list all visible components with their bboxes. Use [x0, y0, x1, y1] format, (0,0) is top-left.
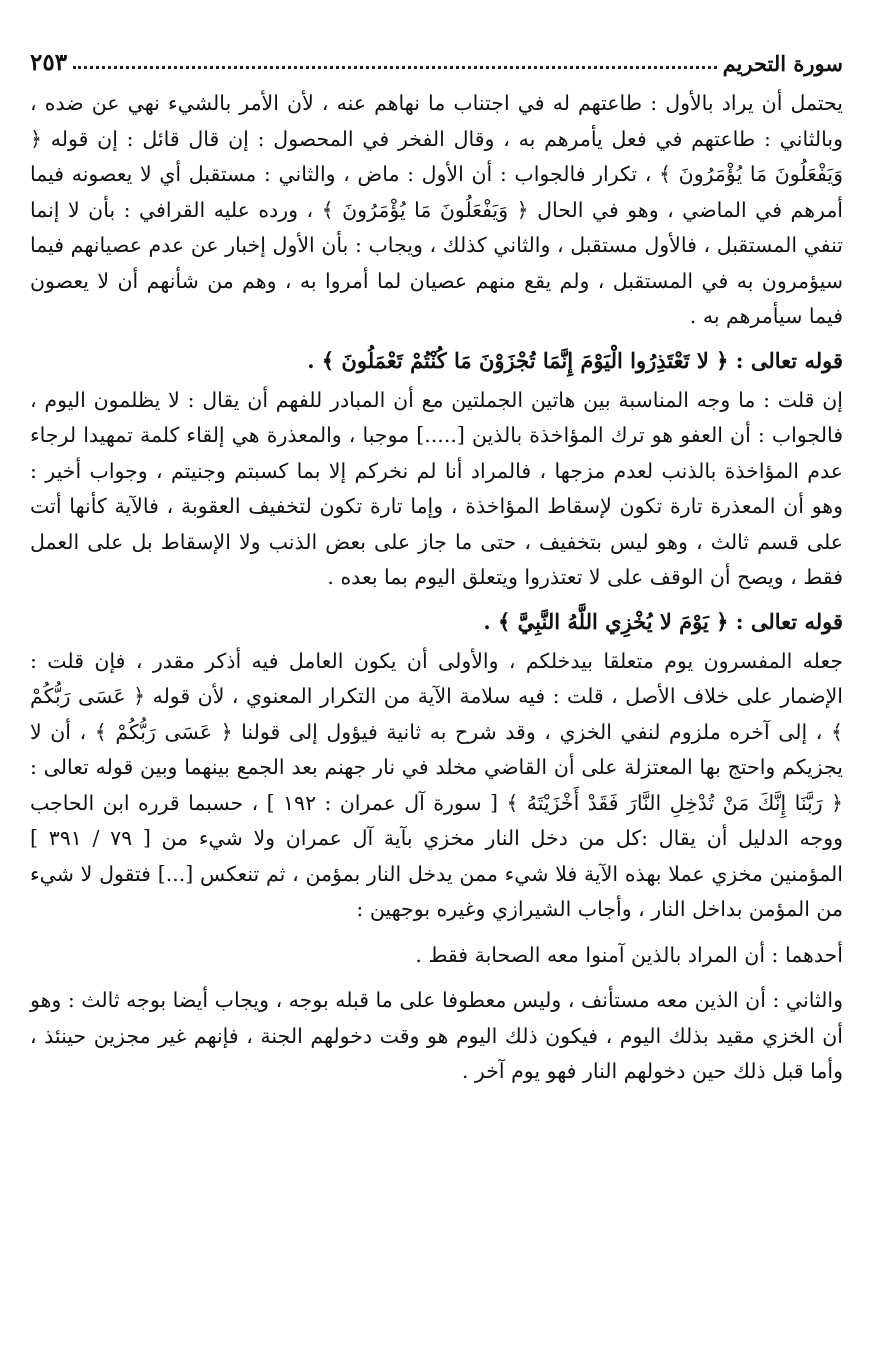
verse-heading-2 — [30, 604, 843, 640]
surah-title: سورة التحريم — [722, 51, 843, 76]
page-header — [30, 40, 843, 76]
paragraph-4: أحدهما : أن المراد بالذين آمنوا معه الصحابة فقط . — [415, 942, 843, 967]
verse-heading-2-text: ﴿ يَوْمَ لا يُخْزِي اللَّهُ النَّبِيَّ ﴾ . — [483, 608, 729, 634]
paragraph-2: إن قلت : ما وجه المناسبة بين هاتين الجملتين مع أن المبادر للفهم أن يقال : لا يظلمون اليوم ، فالجواب : أن العفو هو ترك المؤاخذة بالذين [.....] موجبا ، والمعذرة هي إلقاء كلمة تمهيدا لرجاء عدم المؤاخذة بالذنب لعدم مزجها ، فالمراد أنا لم نخركم إلا بما كسبتم وجنيتم ، وجواب أخير : وهو أن المعذرة تارة تكون لإسقاط المؤاخذة ، وإما تارة تكون لتخفيف العقوبة ، فالآية كأنها أتت على قسم ثالث ، وهو ليس بتخفيف ، حتى ما جاز على بعض الذنب ولا الإسقاط بل على العمل فقط ، ويصح أن الوقف على لا تعتذروا ويتعلق اليوم بما بعده . — [30, 387, 843, 589]
verse-heading-1 — [30, 343, 843, 379]
document-page — [30, 40, 843, 1090]
page-number: ٢٥٣ — [30, 49, 68, 76]
verse-heading-1-text: ﴿ لا تَعْتَذِرُوا الْيَوْمَ إِنَّمَا تُجْزَوْنَ مَا كُنْتُمْ تَعْمَلُونَ ﴾ . — [307, 347, 729, 373]
verse-heading-2-prefix: قوله تعالى : — [728, 608, 843, 634]
paragraph-3: جعله المفسرون يوم متعلقا بيدخلكم ، والأولى أن يكون العامل فيه أذكر مقدر ، فإن قلت : الإضمار على خلاف الأصل ، قلت : فيه سلامة الآية من التكرار المعنوي ، لأن قوله ﴿ عَسَى رَبُّكُمْ ﴾ ، إلى آخره ملزوم لنفي الخزي ، وقد شرح به ثانية فيؤول إلى قولنا ﴿ عَسَى رَبُّكُمْ ﴾ ، أن لا يجزيكم واحتج بها المعتزلة على أن القاضي مخلد في نار جهنم بعد الجمع بينهما وبين قوله تعالى : ﴿ رَبَّنَا إِنَّكَ مَنْ تُدْخِلِ النَّارَ فَقَدْ أَخْزَيْتَهُ ﴾ [ سورة آل عمران : ١٩٢ ] ، حسبما قرره ابن الحاجب ووجه الدليل أن يقال :كل من دخل النار مخزي بآية آل عمران ولا شيء من [ ٧٩ / ٣٩١ ] المؤمنين مخزي عملا بهذه الآية فلا شيء ممن يدخل النار بمؤمن ، ثم تنعكس [...] فتقول لا شيء من المؤمن بداخل النار ، وأجاب الشيرازي وغيره بوجهين : — [30, 648, 844, 921]
verse-heading-1-prefix: قوله تعالى : — [728, 347, 843, 373]
header-dotted-leader — [73, 66, 717, 69]
paragraph-5: والثاني : أن الذين معه مستأنف ، وليس معطوفا على ما قبله بوجه ، ويجاب أيضا بوجه ثالث : وهو أن الخزي مقيد بذلك اليوم ، فيكون ذلك اليوم هو وقت دخولهم الجنة ، فإنهم غير مجزين حينئذ ، وأما قبل ذلك حين دخولهم النار فهو يوم آخر . — [30, 988, 843, 1083]
paragraph-1: يحتمل أن يراد بالأول : طاعتهم له في اجتناب ما نهاهم عنه ، لأن الأمر بالشيء نهي عن ضده ، وبالثاني : طاعتهم في فعل يأمرهم به ، وقال الفخر في المحصول : إن قال قائل : إن قوله ﴿ وَيَفْعَلُونَ مَا يُؤْمَرُونَ ﴾ ، تكرار فالجواب : أن الأول : ماض ، والثاني : مستقبل أي لا يعصونه فيما أمرهم في الماضي ، وهو في الحال ﴿ وَيَفْعَلُونَ مَا يُؤْمَرُونَ ﴾ ، ورده عليه القرافي : بأن لا إنما تنفي المستقبل ، فالأول مستقبل ، والثاني كذلك ، ويجاب : بأن الأول إخبار عن عدم عصيانهم فيما سيؤمرون به في المستقبل ، ولم يقع منهم عصيان لما أمروا به ، وهم من شأنهم أن لا يعصون فيما سيأمرهم به . — [30, 91, 843, 328]
